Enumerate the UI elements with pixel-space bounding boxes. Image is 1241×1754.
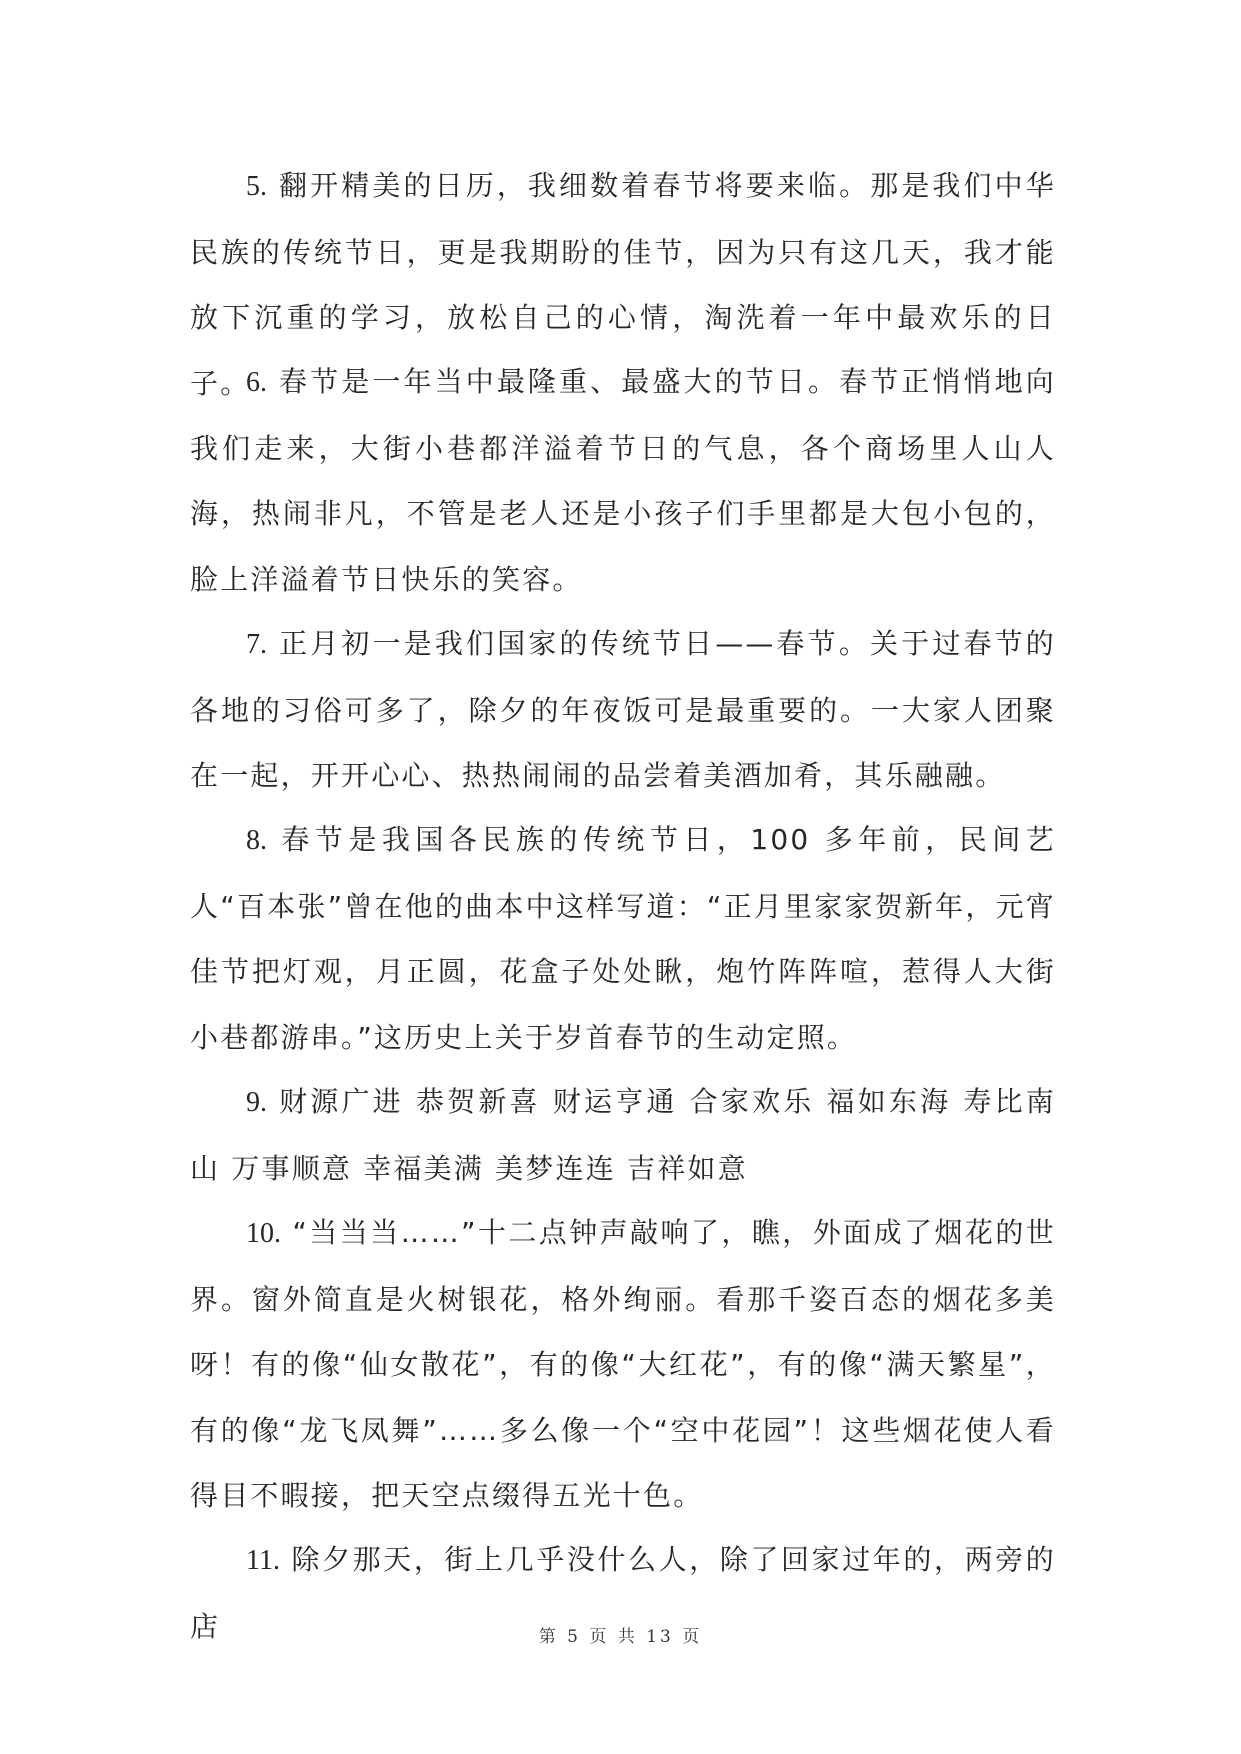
paragraph-number: 7. bbox=[246, 629, 267, 660]
footer-total-pages: 13 bbox=[646, 1627, 674, 1647]
footer-page-number: 5 bbox=[567, 1627, 581, 1647]
paragraph-number: 8. bbox=[246, 825, 267, 856]
paragraph-text: 正月初一是我们国家的传统节日——春节。关于过春节的各地的习俗可多了，除夕的年夜饭可是最重要的。一大家人团聚在一起，开开心心、热热闹闹的品尝着美酒加肴，其乐融融。 bbox=[190, 627, 1056, 792]
paragraph-text: 春节是一年当中最隆重、最盛大的节日。春节正悄悄地向我们走来，大街小巷都洋溢着节日的气息，各个商场里人山人海，热闹非凡，不管是老人还是小孩子们手里都是大包小包的，脸上洋溢着节日快乐的笑容。 bbox=[190, 365, 1056, 596]
footer-suffix: 页 bbox=[682, 1627, 703, 1647]
paragraph-5 bbox=[190, 153, 1056, 400]
paragraph-number: 10. bbox=[246, 1218, 281, 1249]
paragraph-text: 翻开精美的日历，我细数着春节将要来临。那是我们中华民族的传统节日，更是我期盼的佳节，因为只有这几天，我才能放下沉重的学习，放松自己的心情，淘洗着一年中最欢乐的日子。 bbox=[190, 169, 1056, 400]
page-footer bbox=[0, 1622, 1241, 1647]
paragraph-number: 9. bbox=[246, 1087, 267, 1118]
paragraph-number: 11. bbox=[246, 1545, 280, 1576]
footer-prefix: 第 bbox=[538, 1627, 559, 1647]
footer-middle: 页 共 bbox=[589, 1627, 638, 1647]
paragraph-text: “当当当……”十二点钟声敲响了，瞧，外面成了烟花的世界。窗外简直是火树银花，格外绚丽。看那千姿百态的烟花多美呀！有的像“仙女散花”，有的像“大红花”，有的像“满天繁星”，有的像“龙飞凤舞”……多么像一个“空中花园”！这些烟花使人看得目不暇接，把天空点缀得五光十色。 bbox=[190, 1216, 1056, 1512]
paragraph-text: 除夕那天，街上几乎没什么人，除了回家过年的，两旁的店 bbox=[190, 1543, 1056, 1643]
paragraph-9 bbox=[190, 1069, 1056, 1200]
paragraph-number: 6. bbox=[246, 367, 267, 398]
paragraph-7 bbox=[190, 611, 1056, 807]
paragraph-number: 5. bbox=[246, 171, 267, 202]
paragraph-text: 春节是我国各民族的传统节日，100 多年前，民间艺人“百本张”曾在他的曲本中这样写道：“正月里家家贺新年，元宵佳节把灯观，月正圆，花盒子处处瞅，炮竹阵阵喧，惹得人大街小巷都游串。”这历史上关于岁首春节的生动定照。 bbox=[190, 823, 1056, 1054]
paragraph-10 bbox=[190, 1200, 1056, 1527]
paragraph-6 bbox=[190, 349, 1056, 611]
paragraph-text: 财源广进 恭贺新喜 财运亨通 合家欢乐 福如东海 寿比南山 万事顺意 幸福美满 美梦连连 吉祥如意 bbox=[190, 1085, 1056, 1185]
paragraph-8 bbox=[190, 807, 1056, 1069]
